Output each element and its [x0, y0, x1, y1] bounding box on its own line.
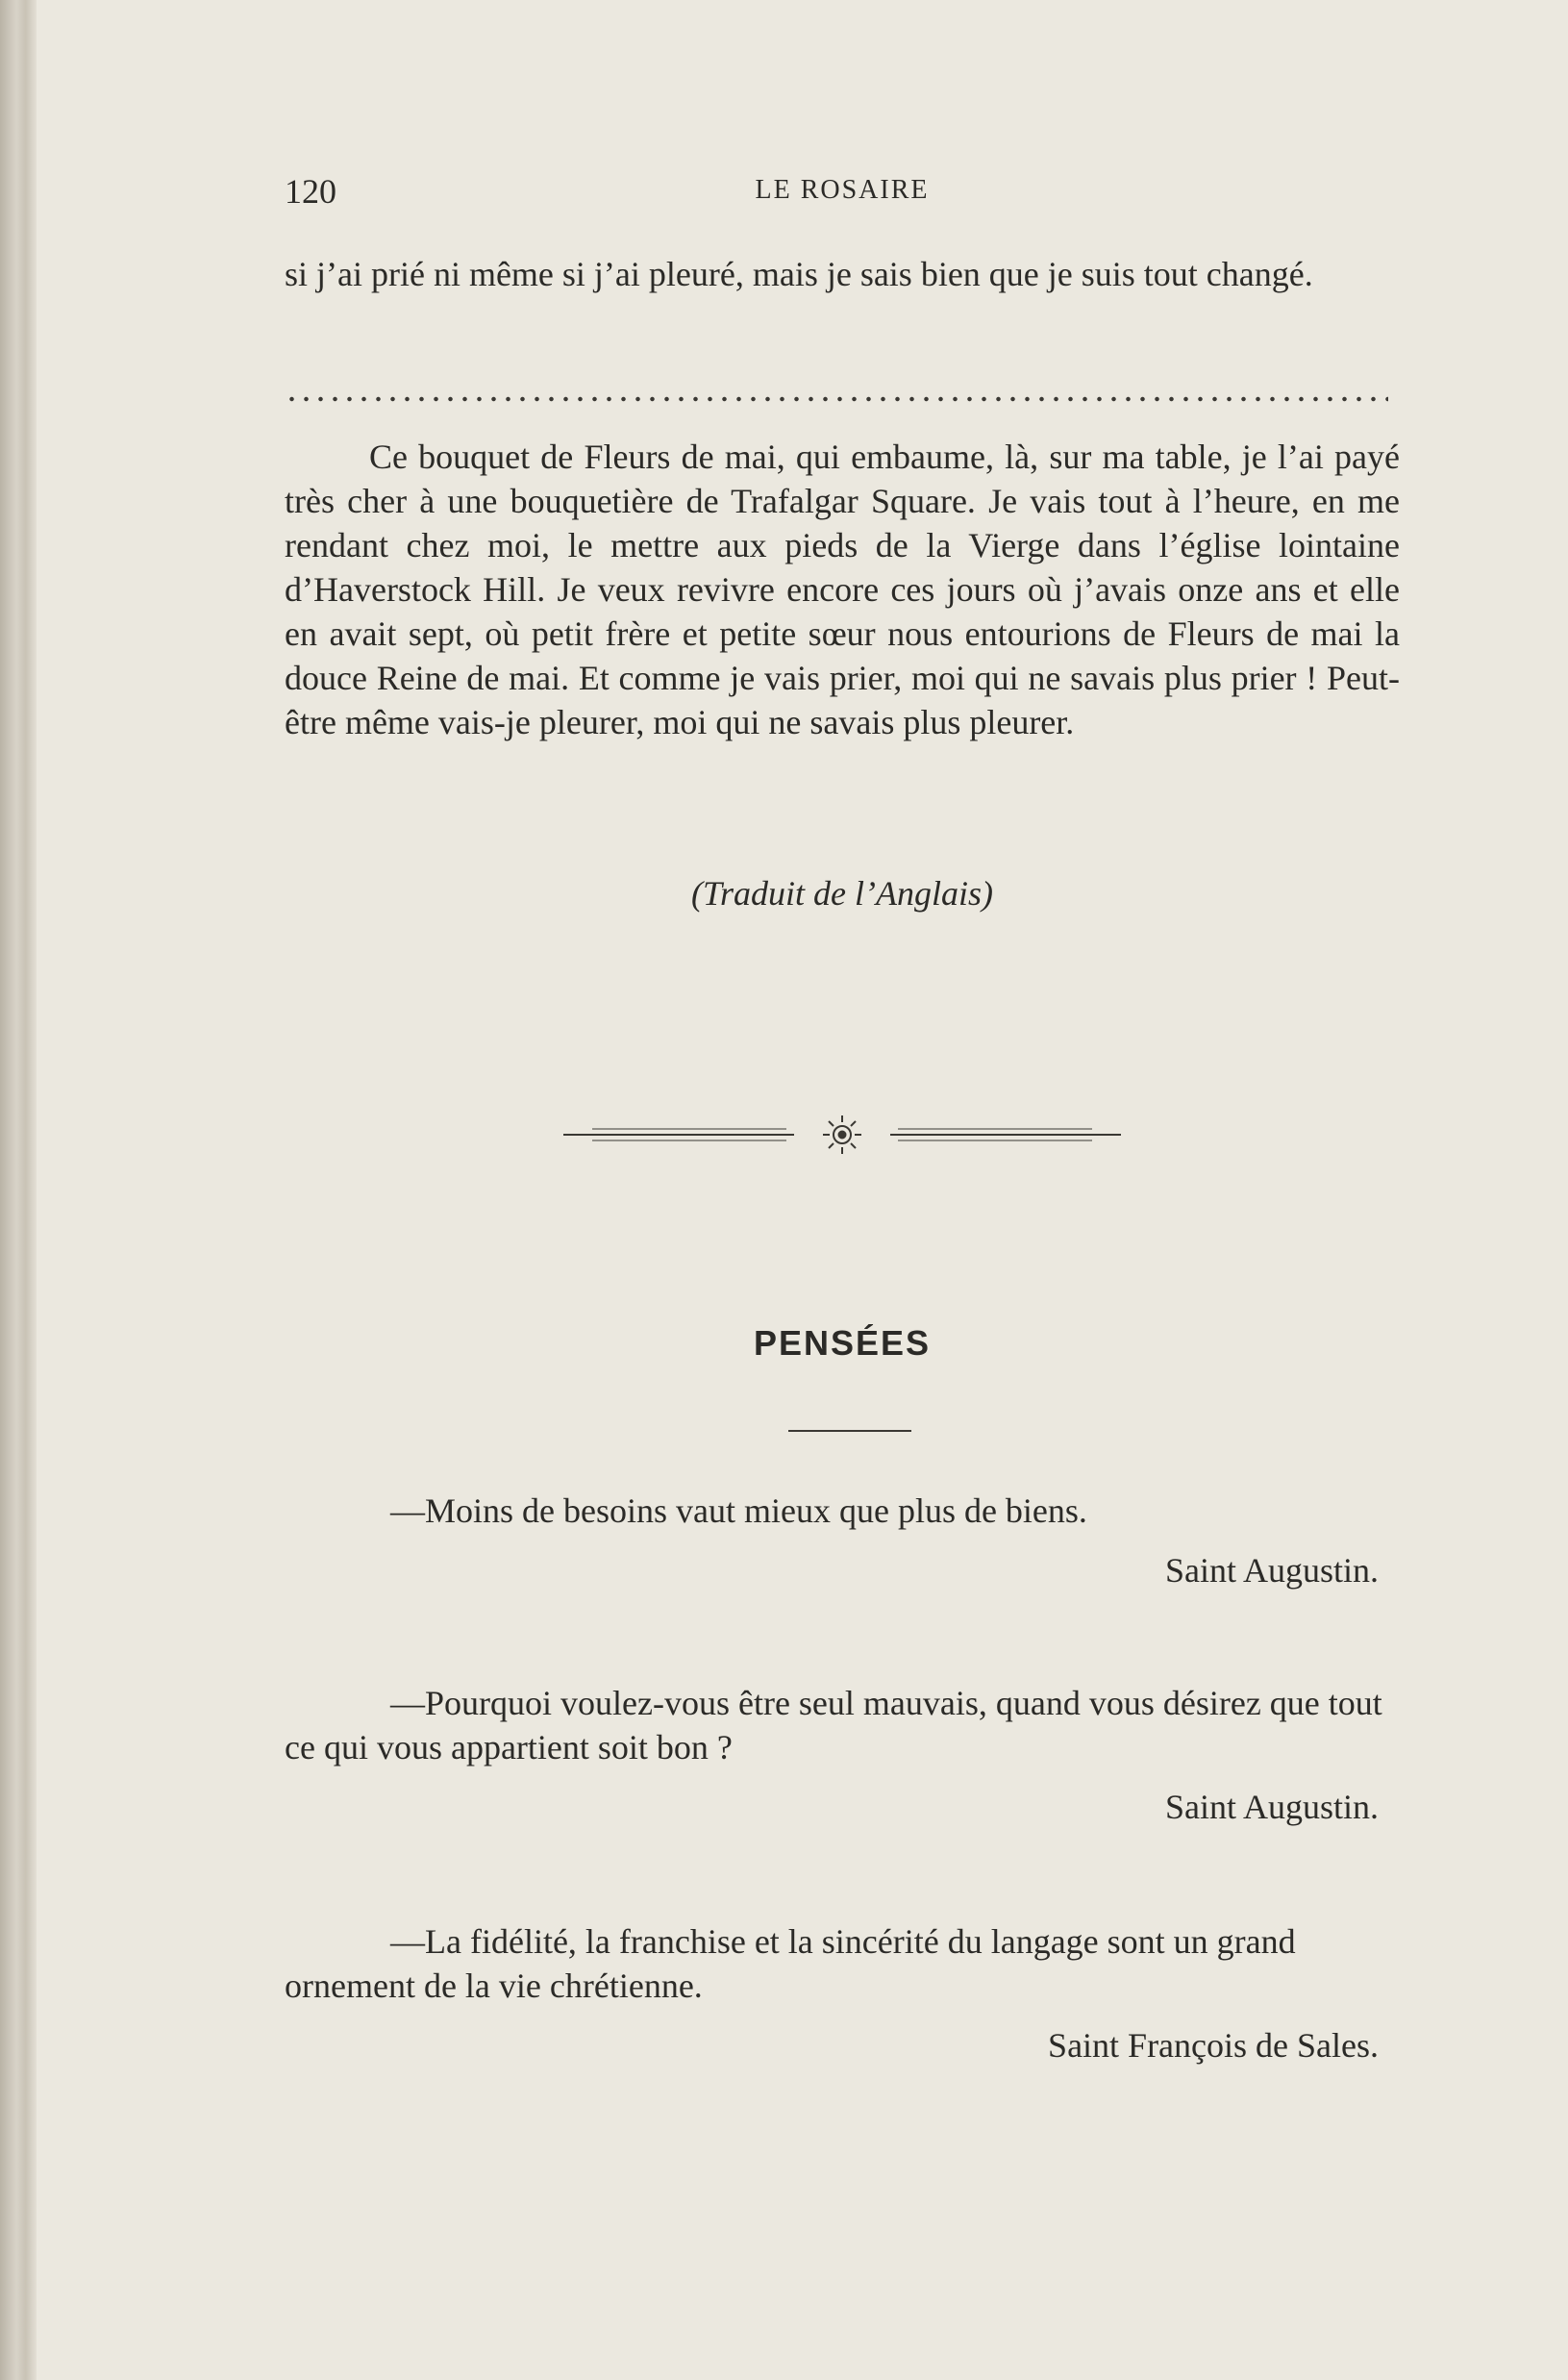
quote-text: —Pourquoi voulez-vous être seul mauvais, quand vous désirez que tout ce qui vous appartient soit bon ?	[285, 1684, 1382, 1766]
title-underline	[788, 1430, 911, 1432]
book-spine-shadow	[0, 0, 37, 2380]
quote-author: Saint Augustin.	[1164, 1788, 1379, 1826]
page-header	[285, 171, 1400, 219]
opening-paragraph: si j’ai prié ni même si j’ai pleuré, mais je sais bien que je suis tout changé.	[285, 255, 1313, 293]
quote-block	[285, 1489, 1400, 1592]
bouquet-paragraph: Ce bouquet de Fleurs de mai, qui embaume, là, sur ma table, je l’ai payé très cher à une bouquetière de Trafalgar Square. Je vais tout à l’heure, en me rendant chez moi, le mettre aux pieds de la Vierge dans l’église lointaine d’Haverstock Hill. Je veux revivre encore ces jours où j’avais onze ans et elle en avait sept, où petit frère et petite sœur nous entourions de Fleurs de mai la douce Reine de mai. Et comme je vais prier, moi qui ne savais plus prier ! Peut-être même vais-je pleurer, moi qui ne savais plus pleurer.	[285, 438, 1400, 741]
quote-block	[285, 1681, 1400, 1829]
quote-author: Saint Augustin.	[1164, 1551, 1379, 1590]
quote-block	[285, 1919, 1400, 2067]
section-title: PENSÉES	[753, 1323, 932, 1363]
quote-author: Saint François de Sales.	[1048, 2026, 1379, 2065]
quote-text: —La fidélité, la franchise et la sincérité du langage sont un grand ornement de la vie chrétienne.	[285, 1922, 1296, 2005]
running-head: LE ROSAIRE	[755, 175, 930, 205]
page-number: 120	[285, 172, 336, 211]
quote-text: —Moins de besoins vaut mieux que plus de biens.	[390, 1491, 1087, 1530]
sunburst-flourish-icon	[563, 1114, 1121, 1156]
translation-note: (Traduit de l’Anglais)	[691, 874, 993, 913]
dotted-separator	[285, 396, 1388, 402]
